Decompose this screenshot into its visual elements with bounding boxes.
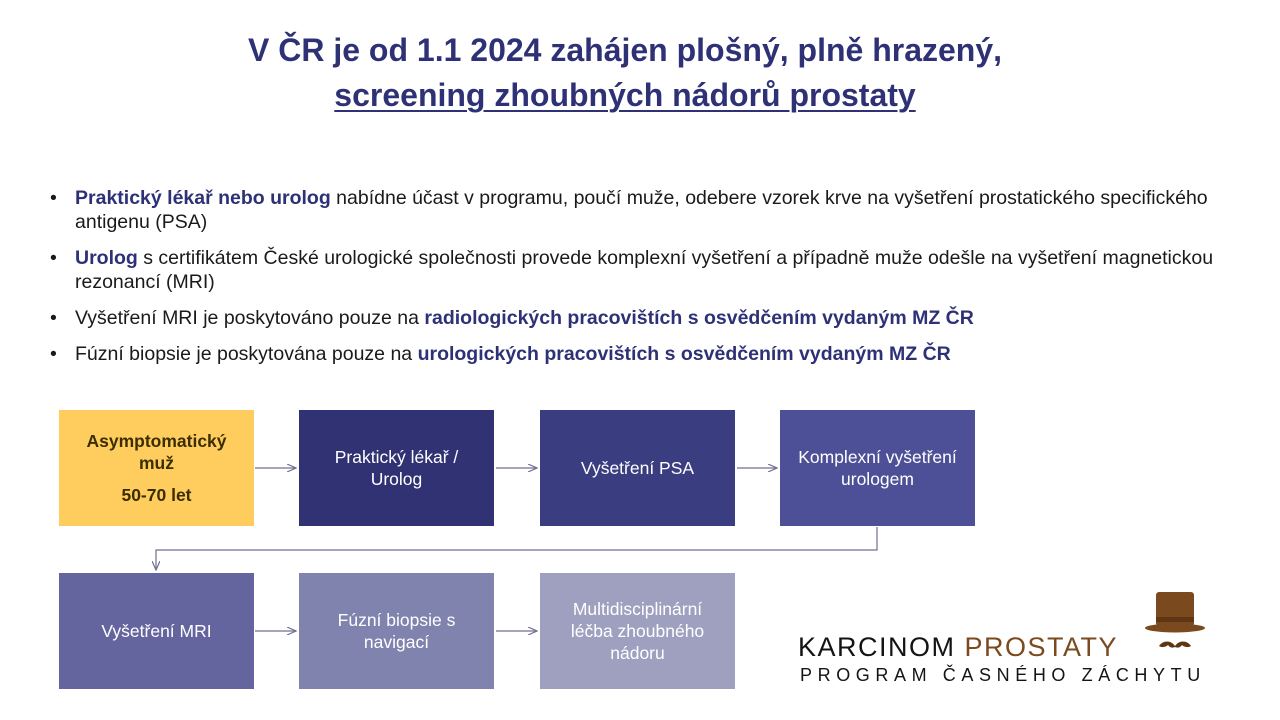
logo-subtitle: PROGRAM ČASNÉHO ZÁCHYTU [800,665,1206,685]
flow-box-mri [59,573,254,689]
flow-box-label: Komplexní vyšetření urologem [798,447,957,489]
flow-box-label: Vyšetření MRI [101,621,212,641]
flow-box-label: Praktický lékař / Urolog [334,447,459,489]
flow-arrow-return [156,527,877,570]
bullet-marker: • [50,247,57,269]
logo-title [798,632,1118,663]
flow-box-gp-urolog [299,410,494,526]
title-line-2: screening zhoubných nádorů prostaty [334,77,916,113]
flow-box-label: Vyšetření PSA [580,458,695,478]
title-line-1: V ČR je od 1.1 2024 zahájen plošný, plně hrazený, [247,32,1003,68]
flow-box-treatment [540,573,735,689]
top-hat-mustache-icon [1144,590,1206,658]
flow-box-urology-exam [780,410,975,526]
bullet-highlight: urologických pracovištích s osvědčením vydaným MZ ČR [417,343,951,365]
bullet-highlight: Urolog [75,247,138,269]
flow-box-label: Multidisciplinární léčba zhoubného nádoru [570,599,705,663]
flow-box-sublabel: 50-70 let [121,485,192,505]
logo-word-2: PROSTATY [964,632,1119,662]
logo-word-1: KARCINOM [798,632,956,662]
bullet-text: Vyšetření MRI je poskytováno pouze na [75,307,425,329]
bullet-text: nabídne účast v programu, poučí muže, odebere vzorek krve na vyšetření prostatického specifického antigenu (PSA) [75,187,1208,233]
flow-box-label: Asymptomatický muž [86,431,227,473]
bullet-marker: • [50,307,57,329]
flow-box-psa [540,410,735,526]
bullet-text: s certifikátem České urologické společnosti provede komplexní vyšetření a případně muže odešle na vyšetření magnetickou rezonancí (MRI) [75,247,1214,293]
flow-box-biopsy [299,573,494,689]
program-logo [798,590,1218,690]
bullet-marker: • [50,187,57,209]
bullet-highlight: radiologických pracovištích s osvědčením vydaným MZ ČR [424,307,974,329]
bullet-marker: • [50,343,57,365]
flow-box-start [59,410,254,526]
flow-box-label: Fúzní biopsie s navigací [337,610,456,652]
bullet-text: Fúzní biopsie je poskytována pouze na [75,343,418,365]
bullet-highlight: Praktický lékař nebo urolog [75,187,331,209]
